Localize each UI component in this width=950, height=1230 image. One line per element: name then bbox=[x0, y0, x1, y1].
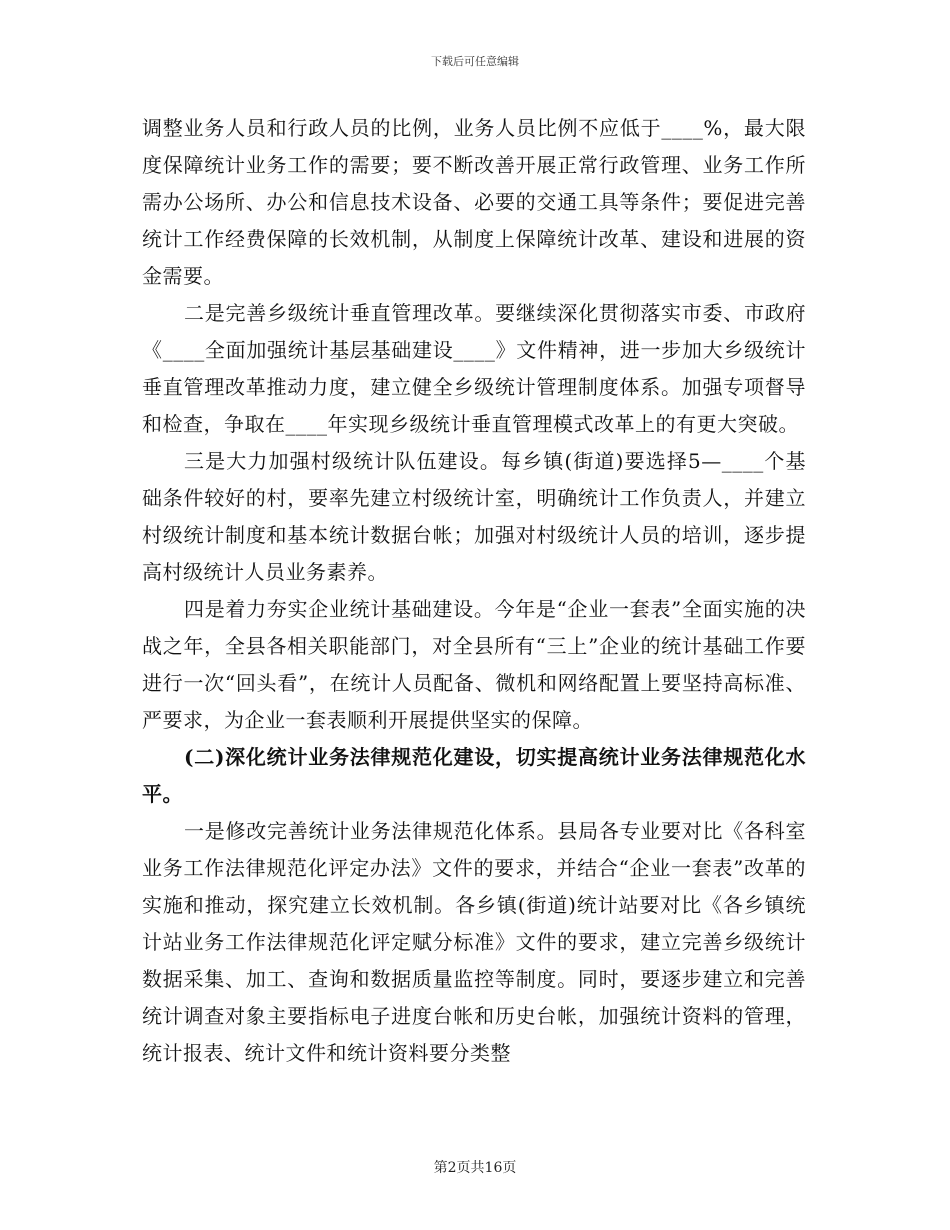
paragraph-continuation: 调整业务人员和行政人员的比例，业务人员比例不应低于____%，最大限度保障统计业务工作的需要；要不断改善开展正常行政管理、业务工作所需办公场所、办公和信息技术设备、必要的交通工具等条件；要促进完善统计工作经费保障的长效机制，从制度上保障统计改革、建设和进展的资金需要。 bbox=[142, 116, 806, 288]
page-number-footer: 第2页共16页 bbox=[433, 1160, 517, 1176]
paragraph-item-three: 三是大力加强村级统计队伍建设。每乡镇(街道)要选择5—____个基础条件较好的村，要率先建立村级统计室，明确统计工作负责人，并建立村级统计制度和基本统计数据台帐；加强对村级统计人员的培训，逐步提高村级统计人员业务素养。 bbox=[142, 449, 806, 584]
paragraph-item-four: 四是着力夯实企业统计基础建设。今年是“企业一套表”全面实施的决战之年，全县各相关职能部门，对全县所有“三上”企业的统计基础工作要进行一次“回头看”，在统计人员配备、微机和网络配置上要坚持高标准、严要求，为企业一套表顺利开展提供坚实的保障。 bbox=[142, 597, 806, 732]
paragraph-item-two: 二是完善乡级统计垂直管理改革。要继续深化贯彻落实市委、市政府《____全面加强统计基层基础建设____》文件精神，进一步加大乡级统计垂直管理改革推动力度，建立健全乡级统计管理制度体系。加强专项督导和检查，争取在____年实现乡级统计垂直管理模式改革上的有更大突破。 bbox=[142, 301, 806, 436]
paragraph-item-one: 一是修改完善统计业务法律规范化体系。县局各专业要对比《各科室业务工作法律规范化评定办法》文件的要求，并结合“企业一套表”改革的实施和推动，探究建立长效机制。各乡镇(街道)统计站要对比《各乡镇统计站业务工作法律规范化评定赋分标准》文件的要求，建立完善乡级统计数据采集、加工、查询和数据质量监控等制度。同时，要逐步建立和完善统计调查对象主要指标电子进度台帐和历史台帐，加强统计资料的管理，统计报表、统计文件和统计资料要分类整 bbox=[142, 819, 806, 1065]
page-header: 下载后可任意编辑 bbox=[431, 55, 519, 68]
document-body bbox=[142, 110, 806, 1072]
section-heading: (二)深化统计业务法律规范化建设，切实提高统计业务法律规范化水平。 bbox=[142, 745, 806, 806]
